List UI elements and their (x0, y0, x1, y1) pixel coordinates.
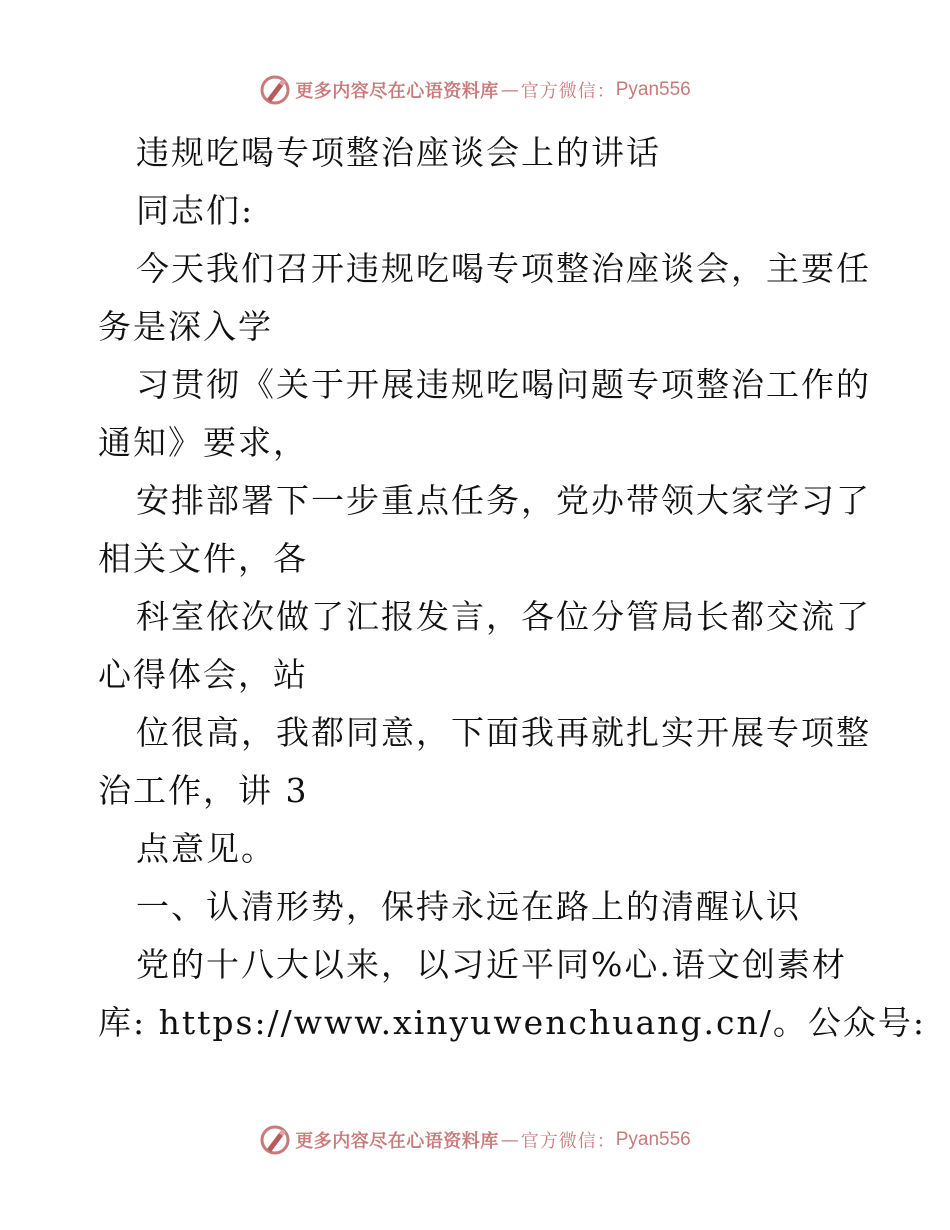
banner-dash: — (500, 1129, 519, 1151)
paragraph-line: 务是深入学 (98, 307, 273, 346)
paragraph-line: 通知》要求， (98, 423, 308, 462)
banner-wechat-label: 官方微信： (520, 81, 616, 102)
header-banner (0, 70, 950, 110)
banner-wechat-id: Pyan556 (615, 1129, 691, 1150)
banner-text: 更多内容尽在心语资料库 (295, 81, 499, 102)
section-heading: 一、认清形势，保持永远在路上的清醒认识 (136, 887, 801, 926)
pen-logo-icon (259, 1124, 291, 1156)
paragraph-line: 安排部署下一步重点任务，党办带领大家学习了 (136, 481, 871, 520)
banner-wechat-id: Pyan556 (615, 79, 691, 100)
salutation: 同志们: (136, 191, 255, 230)
document-title: 违规吃喝专项整治座谈会上的讲话 (136, 133, 661, 172)
paragraph-line: 点意见。 (136, 829, 276, 868)
paragraph-line: 位很高，我都同意，下面我再就扎实开展专项整 (136, 713, 871, 752)
banner-text: 更多内容尽在心语资料库 (295, 1131, 499, 1152)
paragraph-line: 今天我们召开违规吃喝专项整治座谈会，主要任 (136, 249, 871, 288)
banner-wechat-label: 官方微信： (520, 1131, 616, 1152)
paragraph-line: 治工作，讲 3 (98, 771, 309, 810)
paragraph-line: 科室依次做了汇报发言，各位分管局长都交流了 (136, 597, 871, 636)
document-body (98, 124, 926, 1052)
footer-banner (0, 1120, 950, 1160)
pen-logo-icon (259, 74, 291, 106)
paragraph-line: 库: https://www.xinyuwenchuang.cn/。公众号: (98, 1003, 926, 1042)
paragraph-line: 习贯彻《关于开展违规吃喝问题专项整治工作的 (136, 365, 871, 404)
paragraph-line: 相关文件，各 (98, 539, 308, 578)
paragraph-line: 心得体会，站 (98, 655, 308, 694)
paragraph-line: 党的十八大以来，以习近平同%心.语文创素材 (136, 945, 847, 984)
banner-dash: — (500, 79, 519, 101)
